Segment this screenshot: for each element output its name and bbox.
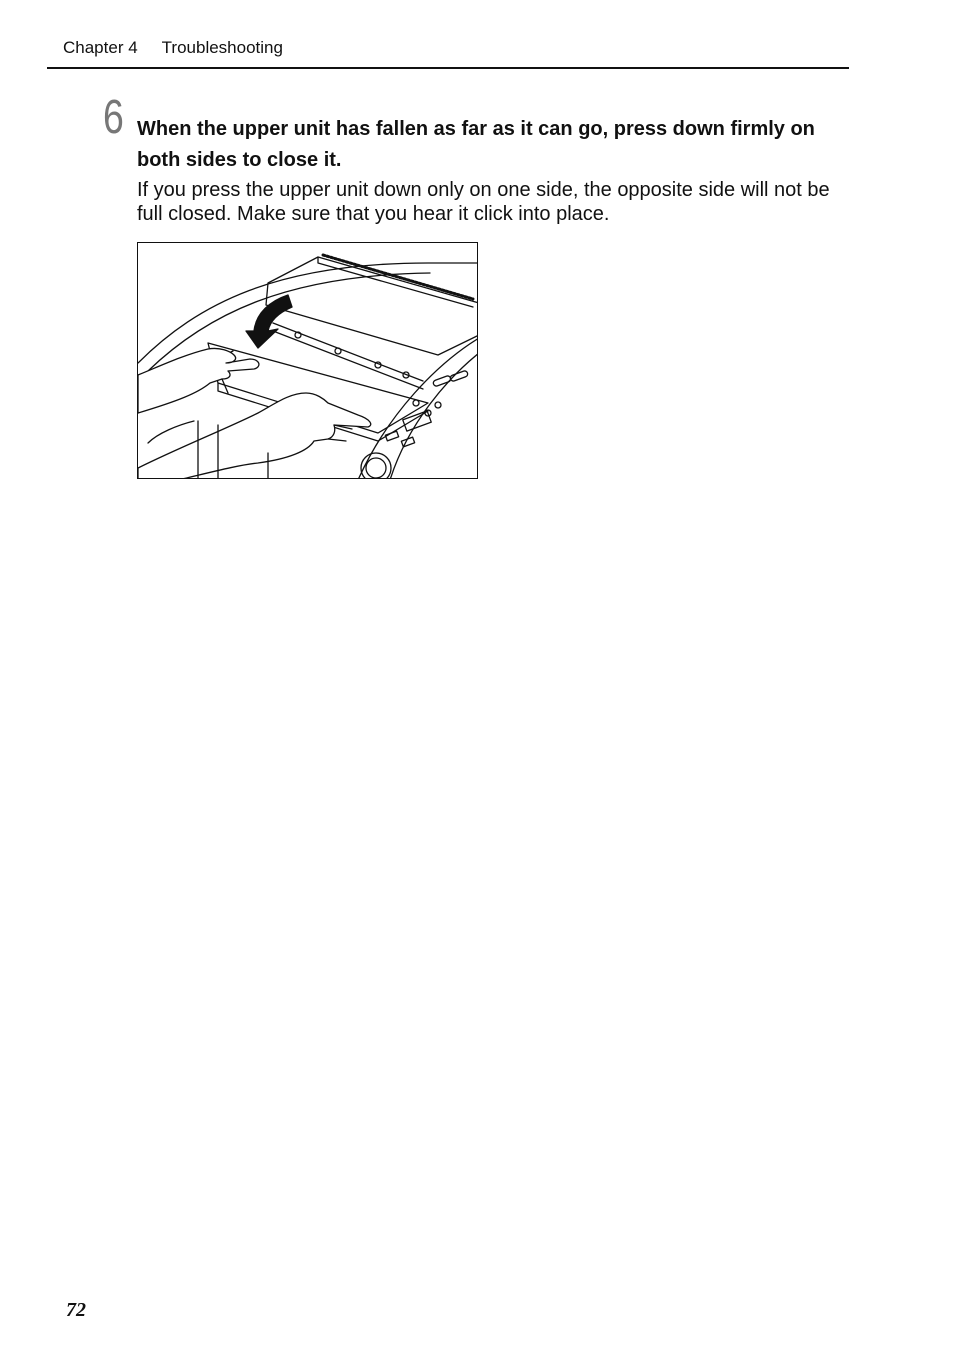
step-number: 6 — [103, 91, 124, 144]
page-number: 72 — [66, 1299, 86, 1321]
printer-illustration — [137, 242, 478, 479]
step-heading: When the upper unit has fallen as far as it can go, press down firmly on both sides to close it. — [137, 118, 815, 171]
serrated-edge — [323, 255, 473, 299]
printer-body-outline — [138, 263, 478, 363]
right-hand — [138, 393, 371, 479]
running-header — [63, 38, 283, 58]
roller-rod — [273, 323, 423, 381]
chapter-label: Chapter 4 — [63, 38, 138, 57]
section-label: Troubleshooting — [161, 38, 283, 57]
step-body: If you press the upper unit down only on one side, the opposite side will not be full closed. Make sure that you hear it click into place. — [137, 179, 830, 225]
left-hand — [138, 348, 259, 413]
header-rule — [47, 67, 849, 69]
